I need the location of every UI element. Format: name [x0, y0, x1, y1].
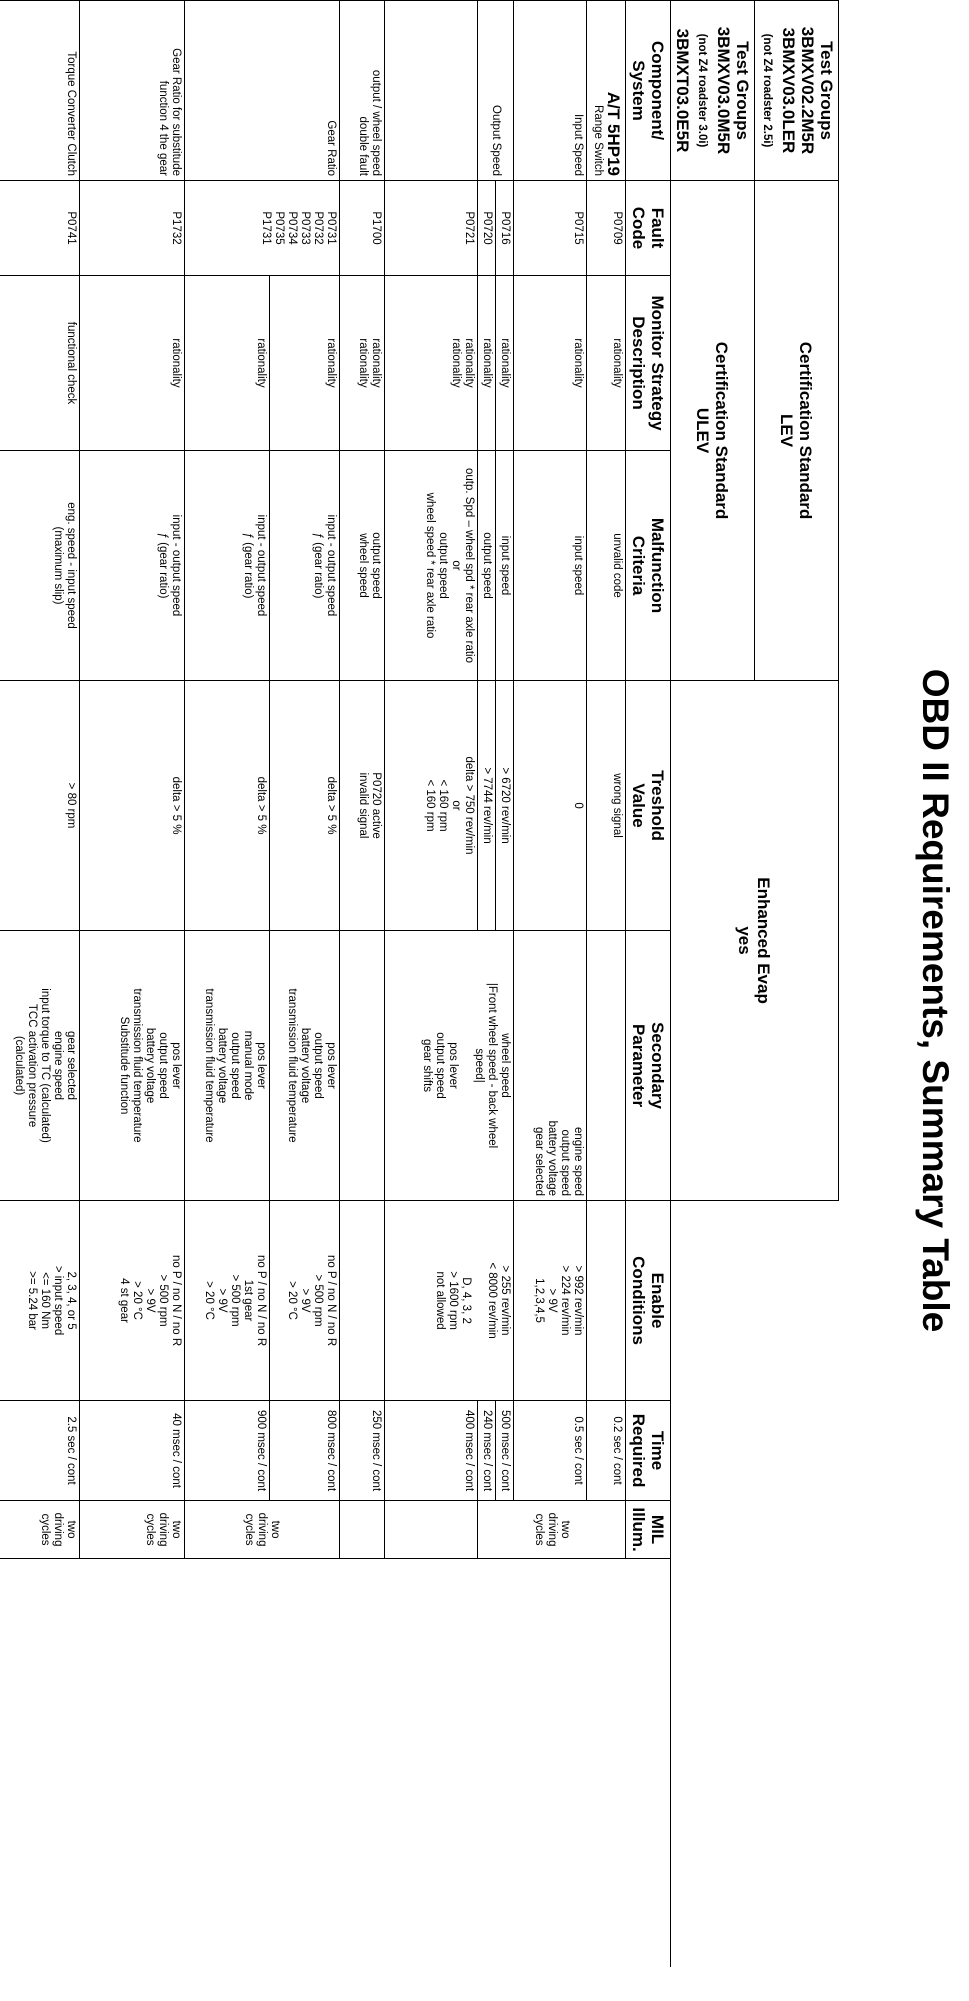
table-cell: 400 msec / cont: [385, 1401, 478, 1501]
table-cell: rationality: [496, 276, 514, 451]
table-cell: 2.5 sec / cont: [0, 1401, 80, 1501]
text-line: input - output speed: [170, 514, 182, 617]
table-cell: wrong signal: [587, 681, 626, 931]
table-cell: rationality: [478, 276, 496, 451]
text-line: Parameter: [629, 1023, 648, 1108]
table-cell: [185, 1501, 340, 1559]
table-cell: unvalid code: [587, 451, 626, 681]
table-cell: [80, 1, 185, 181]
table-cell: [185, 931, 270, 1201]
text-line: output / wheel speed: [370, 69, 382, 176]
text-line: battery voltage: [144, 1027, 156, 1104]
table-cell: delta > 5 %: [270, 681, 340, 931]
text-line: pos lever: [447, 1042, 459, 1089]
table-cell: 0.2 sec / cont: [587, 1401, 626, 1501]
table-cell: 240 msec / cont: [478, 1401, 496, 1501]
text-line: no P / no N / no R: [255, 1254, 268, 1347]
text-line: < 160 rpm: [424, 779, 436, 832]
table-cell: rationality: [587, 276, 626, 451]
text-line: > 20 °C: [131, 1281, 143, 1320]
text-line: 3BMXV03.0M5R: [714, 26, 733, 155]
table-cell: [270, 1201, 340, 1401]
text-line: cycles: [533, 1513, 545, 1546]
table-cell: Output Speed: [478, 1, 514, 181]
text-line: rationality: [463, 338, 475, 388]
table-cell: [0, 931, 80, 1201]
text-line: gear shifts: [421, 1039, 433, 1093]
text-line: transmission fluid temperature: [286, 988, 298, 1143]
text-line: Required: [629, 1413, 648, 1488]
col-secondary-parameter: [626, 931, 671, 1201]
spacer: [0, 1559, 671, 1967]
text-line: > 255 rev/min: [499, 1265, 511, 1336]
text-line: > 9V: [546, 1288, 558, 1313]
table-cell: [80, 931, 185, 1201]
table-cell: [514, 931, 587, 1201]
table-cell: [270, 451, 340, 681]
table-cell: 0.5 sec / cont: [514, 1401, 587, 1501]
text-line: function 4 the gear: [157, 80, 169, 176]
table-cell: [80, 451, 185, 681]
text-line: Certification Standard: [712, 341, 732, 520]
text-line: outp. Spd – wheel spd * rear axle ratio: [463, 468, 475, 663]
table-cell: [0, 1201, 80, 1401]
text-line: > 224 rev/min: [559, 1265, 571, 1336]
text-line: Conditions: [629, 1256, 648, 1345]
text-line: output speed: [229, 1032, 242, 1099]
table-cell: P0741: [0, 181, 80, 276]
table-cell: output speed: [478, 451, 496, 681]
text-line: > 992 rev/min: [572, 1265, 584, 1336]
col-fault-code: [626, 181, 671, 276]
text-line: |Front wheel speed - back wheel: [486, 982, 498, 1149]
text-line: rationality: [450, 338, 462, 388]
text-line: < 160 rpm: [437, 779, 449, 832]
table-cell: Gear Ratio: [185, 1, 340, 181]
text-line: two: [269, 1520, 282, 1539]
text-line: transmission fluid temperature: [203, 988, 216, 1143]
text-line: >= 5.24 bar: [26, 1271, 38, 1330]
text-line: (calculated): [13, 1035, 25, 1096]
text-line: pos lever: [170, 1042, 182, 1089]
table-cell: P0715: [514, 181, 587, 276]
table-cell: [80, 1201, 185, 1401]
text-line: > input speed: [52, 1265, 64, 1336]
text-line: cycles: [144, 1513, 156, 1546]
text-line: input - output speed: [255, 514, 268, 617]
text-line: no P / no N / no R: [325, 1254, 337, 1347]
table-cell: input speed: [514, 451, 587, 681]
text-line: ƒ (gear ratio): [157, 532, 169, 599]
table-cell: [340, 931, 385, 1201]
table-cell: > 80 rpm: [0, 681, 80, 931]
col-mil-illum: [626, 1501, 671, 1559]
text-line: Secondary: [648, 1022, 667, 1109]
table-cell: rationality: [270, 276, 340, 451]
text-line: P0734: [286, 211, 298, 245]
table-cell: [340, 451, 385, 681]
text-line: Code: [629, 206, 648, 250]
text-line: two: [559, 1520, 571, 1539]
table-cell: A/T 5HP19 Range Switch: [587, 1, 626, 181]
table-cell: [385, 681, 478, 931]
text-line: driving: [546, 1512, 558, 1547]
text-line: P0732: [312, 211, 324, 245]
table-cell: P1732: [80, 181, 185, 276]
text-line: Enhanced Evap: [754, 877, 774, 1004]
text-line: Treshold: [648, 770, 667, 841]
text-line: > 9V: [216, 1288, 229, 1313]
text-line: (maximum slip): [52, 526, 64, 605]
table-cell: [587, 931, 626, 1201]
text-line: battery voltage: [216, 1027, 229, 1104]
table-cell: P0716: [496, 181, 514, 276]
test-groups-2: Test Groups 3BMXV03.0M5R (not Z4 roadster 3.0i) 3BMXT03.0E5R: [671, 1, 755, 181]
table-cell: [340, 276, 385, 451]
text-line: two: [65, 1520, 77, 1539]
text-line: output speed: [312, 1032, 324, 1099]
text-line: eng. speed - input speed: [65, 502, 77, 629]
text-line: gear selected: [533, 1127, 545, 1197]
text-line: LEV: [777, 413, 797, 448]
text-line: Criteria: [629, 535, 648, 596]
text-line: > 500 rpm: [229, 1274, 242, 1327]
text-line: Malfunction: [648, 517, 667, 614]
table-cell: [514, 1201, 587, 1401]
text-line: > 1600 rpm: [447, 1271, 459, 1330]
text-line: output speed: [437, 532, 449, 599]
text-line: or: [450, 800, 462, 811]
table-cell: [340, 1201, 385, 1401]
text-line: Fault: [648, 207, 667, 249]
text-line: engine speed: [572, 1126, 584, 1197]
text-line: Test Groups: [733, 41, 752, 140]
text-line: > 9V: [144, 1288, 156, 1313]
table-cell: 40 msec / cont: [80, 1401, 185, 1501]
text-line: <= 160 Nm: [39, 1272, 51, 1329]
text-line: System: [629, 60, 648, 121]
table-cell: Input Speed: [514, 1, 587, 181]
text-line: Illum.: [629, 1507, 648, 1552]
table-cell: [385, 1, 478, 181]
col-malfunction-criteria: [626, 451, 671, 681]
text-line: driving: [52, 1512, 64, 1547]
table-cell: rationality: [514, 276, 587, 451]
text-line: ƒ (gear ratio): [242, 532, 255, 599]
text-line: Value: [629, 783, 648, 828]
table-cell: delta > 5 %: [80, 681, 185, 931]
table-cell: [185, 181, 340, 276]
text-line: P1731: [260, 211, 272, 245]
table-cell: [478, 1501, 626, 1559]
text-line: wheel speed * rear axle ratio: [424, 492, 436, 639]
text-line: battery voltage: [546, 1120, 558, 1197]
text-line: Time: [648, 1430, 667, 1471]
text-line: > 20 °C: [286, 1281, 298, 1320]
table-cell: [385, 276, 478, 451]
text-line: wheel speed: [357, 533, 369, 598]
certification-standard-lev: [755, 181, 839, 681]
table-cell: 900 msec / cont: [185, 1401, 270, 1501]
text-line: Gear Ratio for substitude: [170, 48, 182, 176]
text-line: ULEV: [693, 407, 713, 454]
table-cell: input speed: [496, 451, 514, 681]
text-line: transmission fluid temperature: [131, 988, 143, 1143]
text-line: Monitor Strategy: [648, 295, 667, 431]
text-line: cycles: [39, 1513, 51, 1546]
text-line: 2, 3, 4, or 5: [65, 1271, 77, 1330]
text-line: 4 st gear: [118, 1278, 130, 1323]
text-line: Certification Standard: [796, 341, 816, 520]
text-line: P0720 active: [370, 772, 382, 839]
header-blank: [671, 1201, 839, 1967]
text-line: output speed: [370, 532, 382, 599]
text-line: TCC activation pressure: [26, 1003, 38, 1128]
text-line: Enable: [648, 1272, 667, 1329]
table-cell: > 6720 rev/min: [496, 681, 514, 931]
table-cell: 0: [514, 681, 587, 931]
text-line: driving: [256, 1512, 269, 1547]
table-cell: 800 msec / cont: [270, 1401, 340, 1501]
table-cell: [385, 451, 478, 681]
text-line: invalid signal: [357, 772, 369, 839]
table-cell: rationality: [80, 276, 185, 451]
table-cell: P0720: [478, 181, 496, 276]
text-line: rationality: [370, 338, 382, 388]
text-line: battery voltage: [299, 1027, 311, 1104]
text-line: or: [450, 560, 462, 571]
table-cell: [340, 681, 385, 931]
table-cell: P0721: [385, 181, 478, 276]
col-monitor-strategy: [626, 276, 671, 451]
table-cell: [385, 1501, 478, 1559]
text-line: 1st gear: [242, 1279, 255, 1322]
text-line: rationality: [357, 338, 369, 388]
table-cell: P0709: [587, 181, 626, 276]
certification-standard-ulev: [671, 181, 755, 681]
table-cell: [385, 931, 514, 1201]
text-line: output speed: [434, 1032, 446, 1099]
text-line: < 8000 rev/min: [486, 1262, 498, 1339]
text-line: gear selected: [65, 1031, 77, 1101]
table-cell: [185, 1201, 270, 1401]
text-line: P0731: [325, 211, 337, 245]
text-line: P0733: [299, 211, 311, 245]
text-line: double fault: [357, 116, 369, 176]
enhanced-evap: [671, 681, 839, 1201]
text-line: output speed: [559, 1129, 571, 1197]
text-line: Description: [629, 316, 648, 410]
table-cell: delta > 5 %: [185, 681, 270, 931]
text-line: output speed: [157, 1032, 169, 1099]
section-title: A/T 5HP19: [604, 91, 623, 176]
col-enable-conditions: [626, 1201, 671, 1401]
text-line: speed|: [473, 1048, 485, 1083]
table-cell: [270, 931, 340, 1201]
page-title: OBD II Requirements, Summary Table: [915, 668, 956, 1333]
col-time-required: [626, 1401, 671, 1501]
text-line: > 20 °C: [203, 1281, 216, 1320]
text-line: Test Groups: [817, 41, 836, 140]
text-line: ƒ (gear ratio): [312, 532, 324, 599]
text-line: input torque to TC (calculated): [39, 988, 51, 1143]
table-cell: [340, 1, 385, 181]
text-line: pos lever: [325, 1042, 337, 1089]
table-cell: Torque Converter Clutch: [0, 1, 80, 181]
text-line: Substitude function: [118, 1016, 130, 1115]
text-line: 3BMXV02.2M5R: [798, 26, 817, 155]
text-line: wheel speed: [499, 1033, 511, 1098]
text-line: yes: [735, 926, 755, 955]
col-component: [626, 1, 671, 181]
table-cell: [80, 1501, 185, 1559]
table-cell: P1700: [340, 181, 385, 276]
text-line: no P / no N / no R: [170, 1254, 182, 1347]
text-line: cycles: [243, 1513, 256, 1546]
text-line: Component/: [648, 40, 667, 141]
text-line: engine speed: [52, 1031, 64, 1101]
text-line: P0735: [273, 211, 285, 245]
text-line: MIL: [648, 1514, 667, 1545]
table-cell: > 7744 rev/min: [478, 681, 496, 931]
table-cell: [0, 451, 80, 681]
table-cell: 250 msec / cont: [340, 1401, 385, 1501]
table-cell: [185, 451, 270, 681]
text-line: input - output speed: [325, 514, 337, 617]
text-line: driving: [157, 1512, 169, 1547]
table-cell: [587, 1201, 626, 1401]
test-groups-1: Test Groups 3BMXV02.2M5R 3BMXV03.0LER (not Z4 roadster 2.5i): [755, 1, 839, 181]
text-line: 3BMXV03.0LER: [779, 27, 798, 154]
text-line: two: [170, 1520, 182, 1539]
text-line: > 500 rpm: [157, 1274, 169, 1327]
text-line: > 500 rpm: [312, 1274, 324, 1327]
col-threshold-value: [626, 681, 671, 931]
text-line: pos lever: [255, 1042, 268, 1089]
table-cell: [0, 1501, 80, 1559]
text-line: manual mode: [242, 1030, 255, 1101]
text-line: not allowed: [434, 1271, 446, 1330]
table-cell: [385, 1201, 514, 1401]
text-line: > 9V: [299, 1288, 311, 1313]
text-line: D, 4, 3, 2: [460, 1277, 472, 1324]
table-cell: [340, 1501, 385, 1559]
text-line: delta > 750 rev/min: [463, 756, 475, 855]
table-cell: functional check: [0, 276, 80, 451]
table-cell: 500 msec / cont: [496, 1401, 514, 1501]
table-cell: rationality: [185, 276, 270, 451]
text-line: 1,2,3,4,5: [533, 1278, 545, 1323]
